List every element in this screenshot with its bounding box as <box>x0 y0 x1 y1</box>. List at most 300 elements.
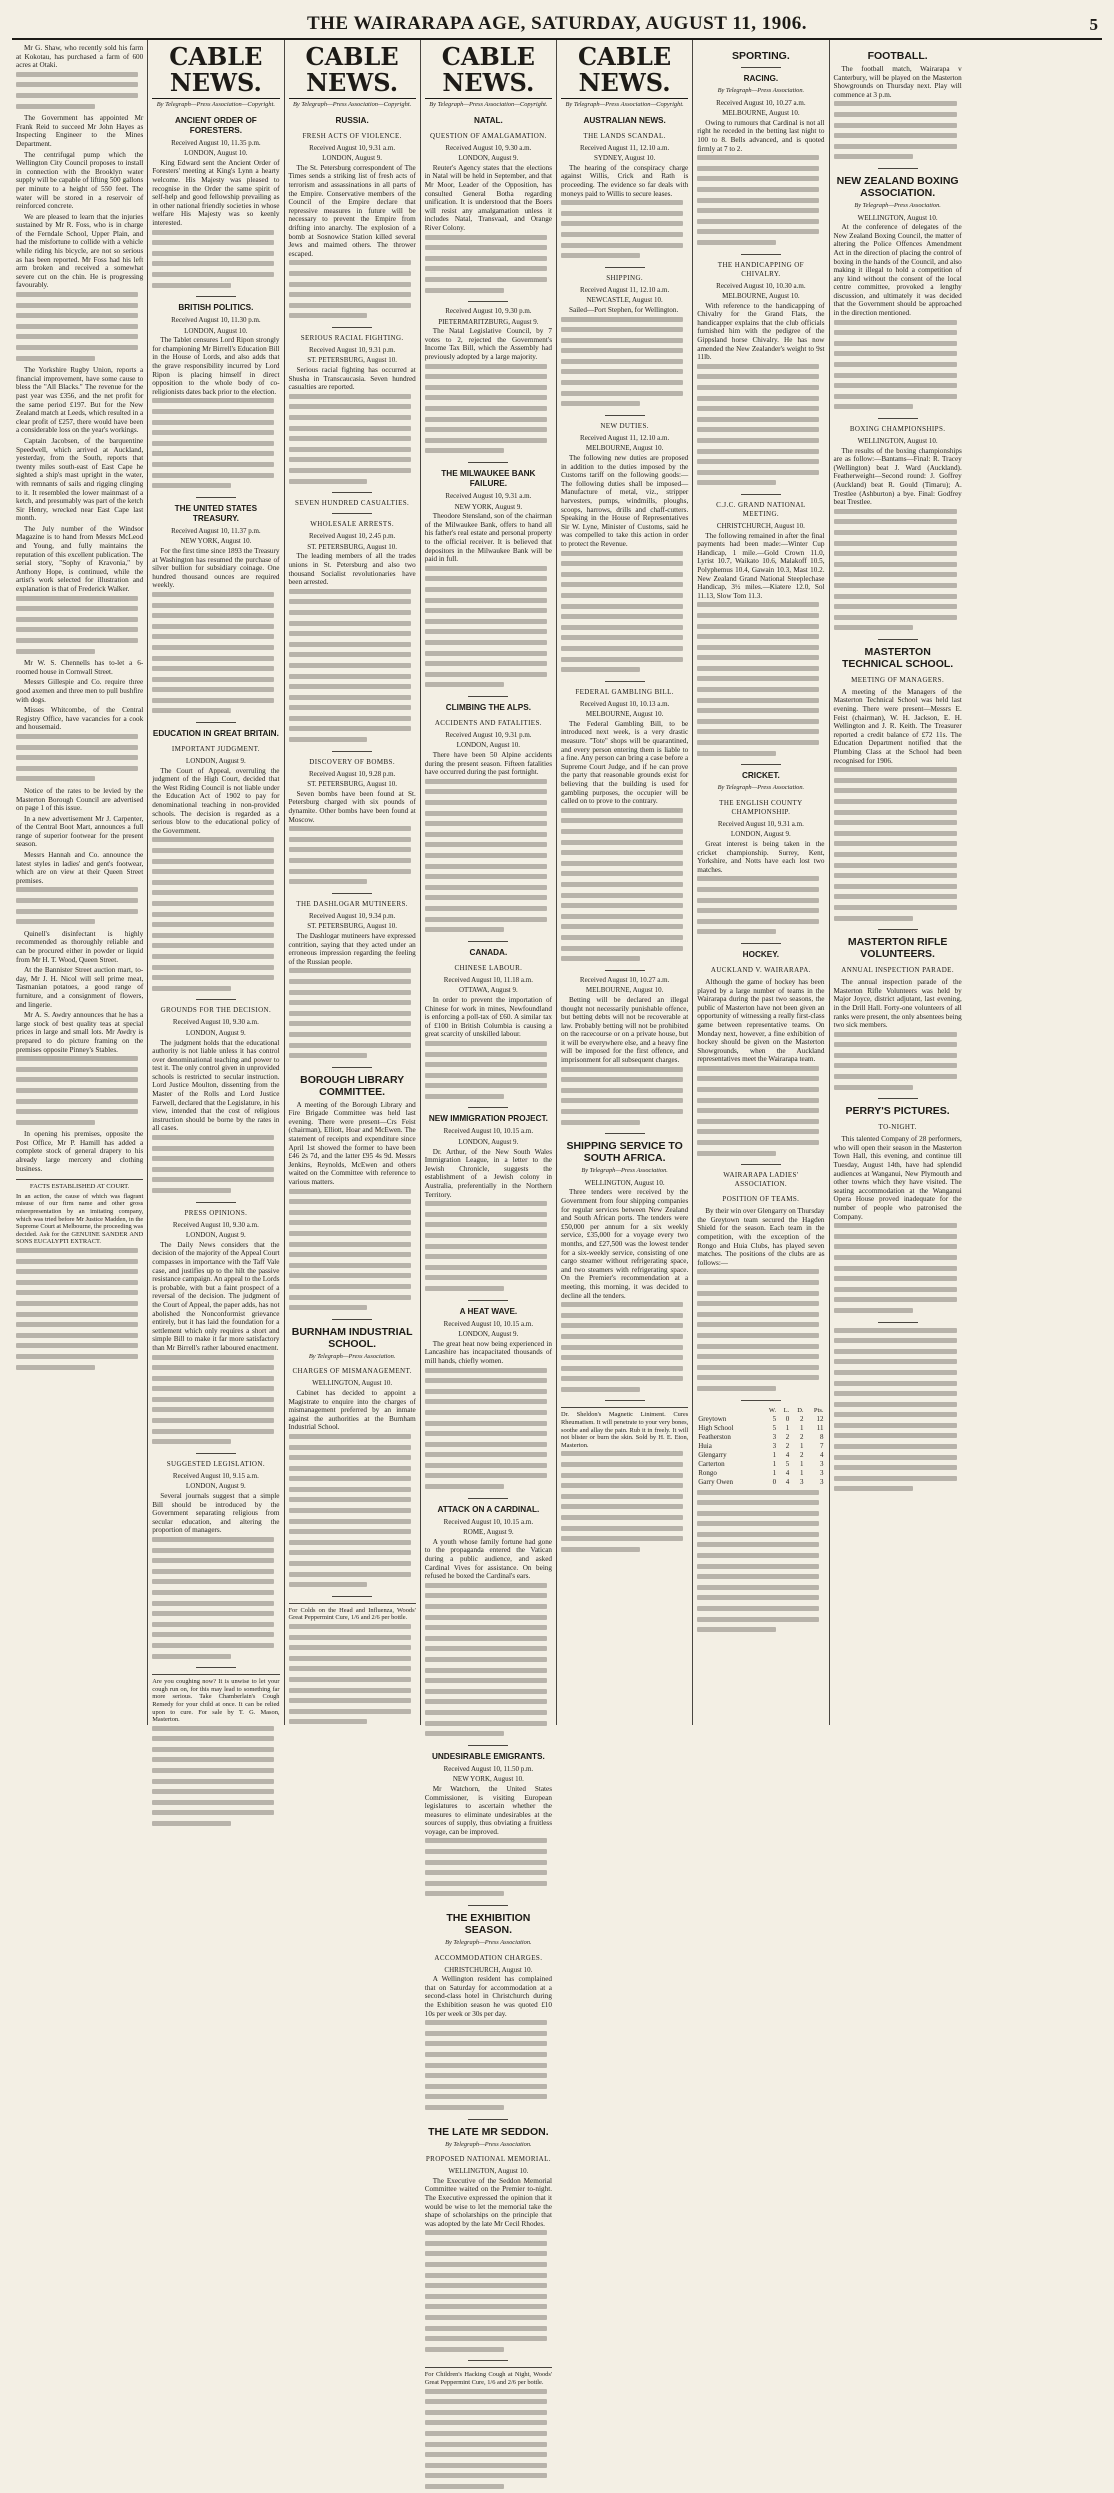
text-line <box>697 624 824 633</box>
section-rule <box>332 513 372 514</box>
text-line-group <box>16 292 143 364</box>
text-line <box>425 256 552 265</box>
text-line <box>425 682 552 691</box>
section-rule <box>741 764 781 765</box>
text-line <box>697 470 824 479</box>
text-line <box>425 800 552 809</box>
text-line <box>152 1429 279 1438</box>
article-subheading: NEW DUTIES. <box>600 421 649 430</box>
text-line <box>289 292 416 301</box>
text-line <box>561 338 688 347</box>
text-line <box>425 2347 552 2356</box>
text-line <box>425 2052 552 2061</box>
text-line <box>561 221 688 230</box>
text-line <box>697 666 824 675</box>
text-line <box>289 1645 416 1654</box>
text-line-group <box>425 2230 552 2355</box>
table-cell: 3 <box>772 1441 777 1450</box>
text-line <box>834 1085 962 1094</box>
article-subheading: ACCIDENTS AND FATALITIES. <box>434 718 542 727</box>
received-line: Received August 10, 10.15 a.m. <box>443 1127 534 1136</box>
text-line <box>425 1399 552 1408</box>
text-line <box>697 1617 824 1626</box>
section-rule <box>741 943 781 944</box>
text-line <box>834 884 962 893</box>
text-line <box>697 1129 824 1138</box>
byline: By Telegraph—Press Association. <box>445 2140 532 2148</box>
byline: By Telegraph—Press Association. <box>717 87 805 94</box>
text-line <box>834 1032 962 1041</box>
received-line: Received August 10, 10.15 a.m. <box>443 1517 534 1526</box>
text-line <box>152 1632 279 1641</box>
text-line-group <box>697 1490 824 1636</box>
article-headline: AUSTRALIAN NEWS. <box>583 115 666 125</box>
text-line <box>834 1423 962 1432</box>
text-line <box>561 956 688 965</box>
text-line <box>834 1234 962 1243</box>
table-cell: 2 <box>800 1414 804 1423</box>
table-row <box>697 1415 824 1424</box>
text-line <box>152 698 279 707</box>
text-line-group <box>697 155 824 248</box>
text-line <box>152 848 279 857</box>
dateline: PIETERMARITZBURG, August 9. <box>438 317 539 326</box>
text-line <box>16 1099 143 1108</box>
dateline: CHRISTCHURCH, August 10. <box>716 521 805 530</box>
text-line <box>834 373 962 382</box>
text-line <box>834 1349 962 1358</box>
article-body: The judgment holds that the educational authority is not liable unless it has control over denominational teaching and power to test it. The only control given in unprovided schools is restricted to secular instruction. Lord Justice Moulton, dissenting from the Master of the Rolls and Lord Justice Farwell, declared that the Legislature, in his view, intended that the cost of religious instruction should be borne by the rates in all cases. <box>152 1038 280 1133</box>
text-line <box>834 351 962 360</box>
text-line-group <box>834 1032 962 1094</box>
text-line <box>16 303 143 312</box>
text-line <box>425 1881 552 1890</box>
text-line <box>425 1073 552 1082</box>
table-cell: Greytown <box>698 1414 727 1423</box>
article-body: The Natal Legislative Council, by 7 votes to 2, rejected the Government's Income Tax Bill, which the Assembly had previously adopted by a large majority. <box>424 327 552 362</box>
text-line <box>152 1355 279 1364</box>
text-line <box>152 1643 279 1652</box>
received-line: Received August 10, 11.30 p.m. <box>171 316 261 325</box>
article-body: Reuter's Agency states that the elections in Natal will be held in September, and that Mr Moor, Leader of the Opposition, has consulted General Botha regarding unification. It is understood that the Boers will resist any amalgamation unless it includes Natal, Transvaal, and Orange River Colony. <box>424 163 552 232</box>
text-line <box>834 594 962 603</box>
text-line <box>834 341 962 350</box>
article-headline: CRICKET. <box>741 771 780 781</box>
text-line <box>289 303 416 312</box>
text-line <box>289 1220 416 1229</box>
section-rule <box>605 681 645 682</box>
text-line <box>152 1821 279 1830</box>
text-line <box>697 1301 824 1310</box>
text-line <box>425 1062 552 1071</box>
text-line <box>152 1135 279 1144</box>
text-line <box>289 968 416 977</box>
text-line <box>425 1431 552 1440</box>
section-rule <box>605 1400 645 1401</box>
article-body: Mr Watchorn, the United States Commissioner, is visiting European legislatures to ascertain whether the measures to eliminate undesirables at the sources of supply, thus obviating a fruitless voyage, can be improved. <box>424 1784 552 1836</box>
article-headline: FOOTBALL. <box>867 50 928 62</box>
text-line <box>425 1615 552 1624</box>
text-line <box>152 613 279 622</box>
text-line <box>697 1564 824 1573</box>
article-subheading: AUCKLAND V. WAIRARAPA. <box>710 965 811 974</box>
text-line <box>289 1305 416 1314</box>
table-row <box>697 1469 824 1478</box>
section-rule <box>468 2360 508 2361</box>
text-line <box>152 1579 279 1588</box>
text-line <box>425 288 552 297</box>
section-rule <box>468 1107 508 1108</box>
text-line <box>561 1334 688 1343</box>
byline: By Telegraph—Press Association. <box>581 1167 668 1175</box>
text-line <box>834 1486 962 1495</box>
dateline: MELBOURNE, August 10. <box>722 292 800 301</box>
text-line <box>697 1375 824 1384</box>
text-line <box>697 1333 824 1342</box>
text-line <box>152 251 279 260</box>
text-line <box>561 924 688 933</box>
text-line <box>425 853 552 862</box>
text-line <box>425 427 552 436</box>
text-line <box>834 1370 962 1379</box>
dateline: ST. PETERSBURG, August 10. <box>307 356 397 365</box>
text-line <box>289 663 416 672</box>
text-line-group <box>289 1189 416 1314</box>
text-line <box>16 356 143 365</box>
text-line <box>289 1210 416 1219</box>
text-line <box>425 1368 552 1377</box>
text-line <box>289 1273 416 1282</box>
local-news-item: Mr A. S. Awdry announces that he has a large stock of best quality teas at special prices in large and small lots. Mr Awdry is prepared to do picture framing on the premises opposite Pinney's Stables. <box>16 1011 144 1054</box>
text-line-group <box>289 589 416 746</box>
text-line <box>289 1487 416 1496</box>
section-rule <box>196 296 236 297</box>
text-line-group <box>697 876 824 938</box>
section-rule <box>605 1133 645 1134</box>
article-body: The great heat now being experienced in Lancashire has incapacitated thousands of mill hands, chiefly women. <box>424 1339 552 1365</box>
local-news-item: In opening his premises, opposite the Post Office, Mr P. Hamill has added a complete stock of general drapery to his already large mercery and clothing business. <box>16 1130 144 1173</box>
text-line <box>697 427 824 436</box>
text-line <box>152 283 279 292</box>
article-body: A Wellington resident has complained that on Saturday for accommodation at a second-class hotel in Christchurch during the Exhibition season he was quoted £10 10s per week or 30s per day. <box>424 1975 552 2018</box>
text-line <box>834 1444 962 1453</box>
received-line: Received August 10, 9.30 a.m. <box>172 1018 259 1027</box>
text-line <box>425 874 552 883</box>
article-headline: RACING. <box>743 74 779 83</box>
text-line <box>16 898 143 907</box>
article-subheading: FEDERAL GAMBLING BILL. <box>575 687 674 696</box>
text-line <box>697 166 824 175</box>
article-subheading: IMPORTANT JUDGMENT. <box>171 745 260 754</box>
text-line <box>834 541 962 550</box>
text-line <box>697 1119 824 1128</box>
text-line <box>425 906 552 915</box>
text-line <box>16 1333 143 1342</box>
text-line <box>697 698 824 707</box>
text-line <box>425 2326 552 2335</box>
text-line <box>289 1709 416 1718</box>
text-line <box>152 975 279 984</box>
article-headline: MASTERTON TECHNICAL SCHOOL. <box>842 645 954 670</box>
text-line <box>834 1328 962 1337</box>
dateline: WELLINGTON, August 10. <box>857 213 938 222</box>
text-line <box>425 2389 552 2398</box>
text-line <box>152 1601 279 1610</box>
text-line <box>16 919 143 928</box>
article-body: At the conference of delegates of the New Zealand Boxing Council, the matter of altering the Police Offences Amendment Act in the direction of placing the control of boxing in the hands of the Council, and also making it illegal to hold a competition of any kind without the consent of the local centre committee, provoked a lengthy discussion, and ultimately it was decided that the Government should be approached in the direction mentioned. <box>833 223 962 318</box>
article-body: Three tenders were received by the Government from four shipping companies for regular services between New Zealand and South African ports. The tenders were £50,000 per annum for a six weekly service, £35,000 for a voyage every two months, and £27,500 was the lowest tender for a six-weekly service, consisting of one cargo steamer without refrigerating space, and two steamers with refrigerating space. On the Premier's recommendation at a meeting, this morning, it was decided to decline all the tenders. <box>561 1188 689 1300</box>
text-line <box>289 1199 416 1208</box>
article-headline: NEW ZEALAND BOXING ASSOCIATION. <box>836 174 959 199</box>
article-subheading: QUESTION OF AMALGAMATION. <box>430 131 547 140</box>
local-news-item: Misses Whitcombe, of the Central Registry Office, have vacancies for a cook and housemaid. <box>16 706 144 732</box>
text-line <box>834 551 962 560</box>
text-line <box>16 345 143 354</box>
text-line <box>561 401 688 410</box>
text-line <box>697 655 824 664</box>
text-line <box>289 1719 416 1728</box>
text-line <box>425 1463 552 1472</box>
article-body: Several journals suggest that a simple Bill should be introduced by the Government separating religious from secular education, and altering the proportion of managers. <box>152 1492 280 1535</box>
article-headline: UNDESIRABLE EMIGRANTS. <box>431 1751 545 1761</box>
article-body: The leading members of all the trades unions in St. Petersburg and also two thousand Socialist revolutionaries have been arrested. <box>288 552 416 587</box>
local-news-item: The centrifugal pump which the Wellington City Council proposes to install in connection with the Brooklyn water supply will be capable of lifting 500 gallons per minute to a height of 550 feet. The water will be stored in a reservoir of reinforced concrete. <box>16 150 144 211</box>
text-line <box>834 404 962 413</box>
text-line <box>425 576 552 585</box>
article-subheading: FRESH ACTS OF VIOLENCE. <box>302 131 402 140</box>
text-line <box>289 1688 416 1697</box>
text-line <box>834 767 962 776</box>
received-line: Received August 10, 10.27 a.m. <box>579 975 670 984</box>
table-cell: 3 <box>772 1432 777 1441</box>
text-line <box>561 348 688 357</box>
text-line <box>289 1011 416 1020</box>
text-line <box>152 603 279 612</box>
article-body: The results of the boxing championships are as follow:—Bantams—Final: R. Tracey (Wellington) beat J. Ward (Auckland). Featherweight—Second round: J. Goffrey (Auckland) beat R. Gould (Timaru); A. Trestlee (Ashburton) a bye. Final: Godfrey beat Trestlee. <box>833 446 962 507</box>
text-line <box>561 1504 688 1513</box>
article-subheading: SUGGESTED LEGISLATION. <box>166 1459 265 1468</box>
text-line-group <box>561 1302 688 1395</box>
section-rule <box>196 1202 236 1203</box>
text-line <box>152 666 279 675</box>
text-line <box>834 625 962 634</box>
text-line <box>697 1076 824 1085</box>
section-rule <box>878 168 918 169</box>
article-body: The Dashlogar mutineers have expressed contrition, saying that they acted under an erroneous impression regarding the feeling of the Russian people. <box>288 931 416 966</box>
section-rule <box>332 1067 372 1068</box>
text-line <box>561 200 688 209</box>
section-rule <box>878 418 918 419</box>
table-cell: 5 <box>772 1414 777 1423</box>
text-line <box>697 1087 824 1096</box>
dateline: SYDNEY, August 10. <box>593 154 656 163</box>
text-line <box>425 266 552 275</box>
dateline: MELBOURNE, August 10. <box>585 710 664 719</box>
text-line-group <box>561 1067 688 1129</box>
text-line <box>425 1041 552 1050</box>
article-headline: ATTACK ON A CARDINAL. <box>437 1504 540 1514</box>
section-rule <box>468 301 508 302</box>
section-rule <box>878 1322 918 1323</box>
text-line <box>16 734 143 743</box>
text-line <box>152 1386 279 1395</box>
text-line <box>561 211 688 220</box>
text-line <box>152 1177 279 1186</box>
text-line <box>425 2410 552 2419</box>
text-line <box>152 687 279 696</box>
table-cell: 2 <box>800 1432 804 1441</box>
text-line <box>834 820 962 829</box>
text-line <box>697 719 824 728</box>
text-line <box>425 1265 552 1274</box>
text-line <box>425 2262 552 2271</box>
text-line <box>561 893 688 902</box>
text-line <box>561 635 688 644</box>
text-line-group <box>289 260 416 322</box>
article-body: The hearing of the conspiracy charge against Willis, Crick and Rath is proceeding. The evidence so far deals with moneys paid to Willis to secure leases. <box>561 163 689 198</box>
article-body: By their win over Glengarry on Thursday the Greytown team secured the Hagden Shield for the season. Each team in the competition, with the exception of the Rongo and Huia Clubs, has played seven matches. The positions of the clubs are as follows:— <box>697 1207 825 1267</box>
text-line <box>561 1109 688 1118</box>
text-line <box>152 1622 279 1631</box>
text-line <box>16 627 143 636</box>
received-line: Received August 10, 9.31 p.m. <box>308 345 396 354</box>
table-cell: 3 <box>820 1459 824 1468</box>
text-line <box>289 631 416 640</box>
article-subheading: TO-NIGHT. <box>878 1123 917 1132</box>
text-line <box>425 1657 552 1666</box>
text-line <box>152 880 279 889</box>
text-line <box>425 1473 552 1482</box>
text-line <box>697 1066 824 1075</box>
text-line <box>697 1108 824 1117</box>
table-cell: 4 <box>785 1468 790 1477</box>
text-line <box>152 1736 279 1745</box>
text-line <box>425 895 552 904</box>
text-line <box>152 462 279 471</box>
local-news-item: Quinell's disinfectant is highly recommended as thoroughly reliable and can be procured either in powder or liquid from Mr H. T. Wood, Queen Street. <box>16 929 144 964</box>
text-line <box>289 621 416 630</box>
text-line <box>834 519 962 528</box>
article-body: A youth whose family fortune had gone to the propaganda entered the Vatican during a public audience, and asked Cardinal Vives for assistance. On being refused he boxed the Cardinal's ears. <box>424 1537 552 1581</box>
text-line <box>834 101 962 110</box>
dateline: ST. PETERSBURG, August 10. <box>307 922 397 931</box>
text-line <box>697 1365 824 1374</box>
cable-news-banner: CABLE NEWS. <box>561 44 688 99</box>
text-line <box>561 1547 688 1556</box>
text-line <box>425 1212 552 1221</box>
text-line <box>16 1301 143 1310</box>
text-line <box>289 858 416 867</box>
text-line <box>834 1412 962 1421</box>
text-line <box>834 810 962 819</box>
text-line-group <box>289 968 416 1061</box>
text-line <box>289 1529 416 1538</box>
text-line <box>425 1646 552 1655</box>
text-line <box>16 909 143 918</box>
text-line <box>289 674 416 683</box>
text-line <box>16 755 143 764</box>
article-subheading: ACCOMMODATION CHARGES. <box>434 1953 543 1962</box>
text-line <box>289 1231 416 1240</box>
article-body: King Edward sent the Ancient Order of Foresters' meeting at King's Lynn a hearty welcome. His Majesty was pleased to recognise in the Order the same spirit of self-help and good fellowship prevailing as in other national friendly societies in whose welfare His Majesty was so keenly interested. <box>152 158 280 227</box>
text-line <box>16 1120 143 1129</box>
received-line: Received August 10, 9.28 p.m. <box>308 769 396 778</box>
text-line <box>289 1476 416 1485</box>
text-line <box>425 640 552 649</box>
text-line <box>425 2251 552 2260</box>
table-header-cell <box>697 1406 761 1415</box>
received-line: Received August 10, 11.18 a.m. <box>443 975 533 984</box>
text-line <box>152 859 279 868</box>
text-line <box>834 572 962 581</box>
text-line <box>152 656 279 665</box>
text-line <box>152 1167 279 1176</box>
advertisement <box>152 1674 279 1724</box>
text-line <box>425 2273 552 2282</box>
text-line <box>425 1710 552 1719</box>
received-line: Received August 10, 10.30 a.m. <box>716 281 806 290</box>
section-rule <box>878 639 918 640</box>
section-rule <box>196 1453 236 1454</box>
text-line <box>561 840 688 849</box>
advertisement-text: Are you coughing now? It is unwise to let your cough run on, for this may lead to something far more serious. Take Chamberlain's Cough Remedy for your child at once. It can be relied upon to cure. For sale by T. G. Mason, Masterton. <box>152 1678 280 1724</box>
table-cell: 0 <box>785 1414 790 1423</box>
table-cell: 2 <box>785 1441 790 1450</box>
table-cell: 1 <box>800 1459 804 1468</box>
text-line <box>561 818 688 827</box>
table-cell: 1 <box>772 1459 777 1468</box>
text-line <box>425 927 552 936</box>
text-line <box>425 2304 552 2313</box>
columns <box>12 40 1102 2386</box>
text-line <box>425 2063 552 2072</box>
received-line: Received August 10, 9.31 a.m. <box>445 492 532 500</box>
text-line <box>425 1222 552 1231</box>
text-line <box>425 1094 552 1103</box>
text-line-group <box>289 394 416 487</box>
received-line: Received August 11, 12.10 a.m. <box>580 143 670 152</box>
text-line <box>697 1500 824 1509</box>
table-cell: 5 <box>785 1459 790 1468</box>
text-line-group <box>425 2389 552 2493</box>
text-line <box>152 1548 279 1557</box>
byline: By Telegraph—Press Association—Copyright. <box>565 101 684 108</box>
text-line <box>561 861 688 870</box>
text-line <box>289 1242 416 1251</box>
text-line <box>289 589 416 598</box>
article-headline: BURNHAM INDUSTRIAL SCHOOL. <box>291 1325 413 1350</box>
text-line <box>425 811 552 820</box>
section-rule <box>196 722 236 723</box>
text-line <box>561 1526 688 1535</box>
text-line <box>834 530 962 539</box>
received-line: Received August 11, 12.10 a.m. <box>580 433 670 442</box>
cable-news-banner: CABLE NEWS. <box>425 44 552 99</box>
text-line <box>289 695 416 704</box>
text-line <box>697 898 824 907</box>
text-line <box>425 1838 552 1847</box>
table-cell: 0 <box>772 1477 777 1486</box>
article-subheading: WAIRARAPA LADIES' ASSOCIATION. <box>723 1171 799 1189</box>
text-line <box>561 369 688 378</box>
text-line <box>834 894 962 903</box>
text-line-group <box>697 1269 824 1394</box>
article-headline: BOROUGH LIBRARY COMMITTEE. <box>300 1073 405 1098</box>
text-line <box>834 1433 962 1442</box>
text-line <box>425 1389 552 1398</box>
text-line-group <box>425 1201 552 1294</box>
text-line <box>289 1519 416 1528</box>
